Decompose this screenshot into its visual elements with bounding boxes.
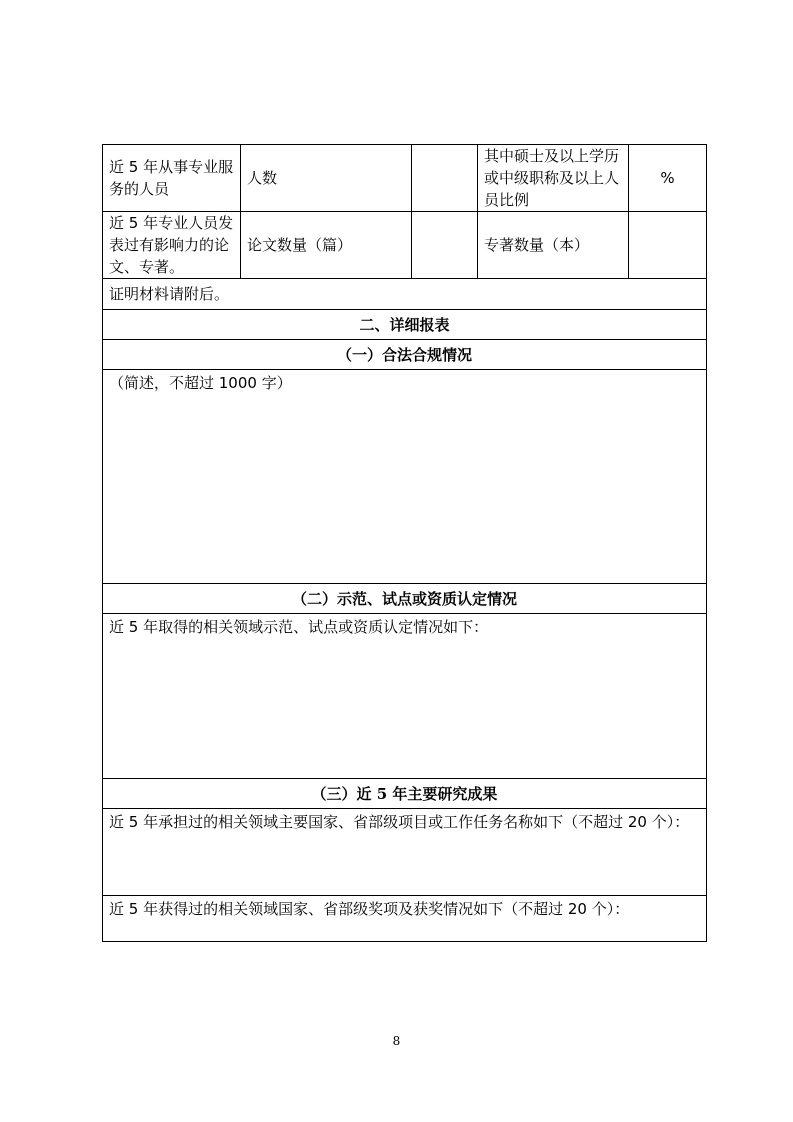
staff-count-label-cell: 人数 [241,145,412,212]
books-count-input-cell[interactable] [629,212,707,279]
staff-ratio-label-cell: 其中硕士及以上学历或中级职称及以上人员比例 [478,145,629,212]
part3-awards-row [103,896,707,942]
part1-title: （一）合法合规情况 [103,340,707,370]
section-title: 二、详细报表 [103,310,707,340]
part2-title: （二）示范、试点或资质认定情况 [103,584,707,614]
papers-count-input-cell[interactable] [412,212,478,279]
part3-awards-field[interactable]: 近 5 年获得过的相关领域国家、省部级奖项及获奖情况如下（不超过 20 个）： [103,896,707,942]
part3-title-row [103,779,707,809]
part2-content-field[interactable]: 近 5 年取得的相关领域示范、试点或资质认定情况如下： [103,614,707,779]
staff-row [103,145,707,212]
papers-label-cell: 近 5 年专业人员发表过有影响力的论文、专著。 [103,212,241,279]
staff-label-cell: 近 5 年从事专业服务的人员 [103,145,241,212]
staff-ratio-input-cell[interactable]: % [629,145,707,212]
part1-content-field[interactable]: （简述，不超过 1000 字） [103,370,707,584]
part2-content-row [103,614,707,779]
books-count-label-cell: 专著数量（本） [478,212,629,279]
papers-count-label-cell: 论文数量（篇） [241,212,412,279]
part1-title-row [103,340,707,370]
papers-row [103,212,707,279]
part3-title: （三）近 5 年主要研究成果 [103,779,707,809]
part3-projects-row [103,809,707,896]
application-form-table [102,144,707,942]
part2-title-row [103,584,707,614]
part1-content-row [103,370,707,584]
part3-projects-field[interactable]: 近 5 年承担过的相关领域主要国家、省部级项目或工作任务名称如下（不超过 20 个）： [103,809,707,896]
attachment-note: 证明材料请附后。 [103,279,707,310]
staff-count-input-cell[interactable] [412,145,478,212]
attachment-note-row [103,279,707,310]
section-title-row [103,310,707,340]
page-number: 8 [392,1034,401,1048]
